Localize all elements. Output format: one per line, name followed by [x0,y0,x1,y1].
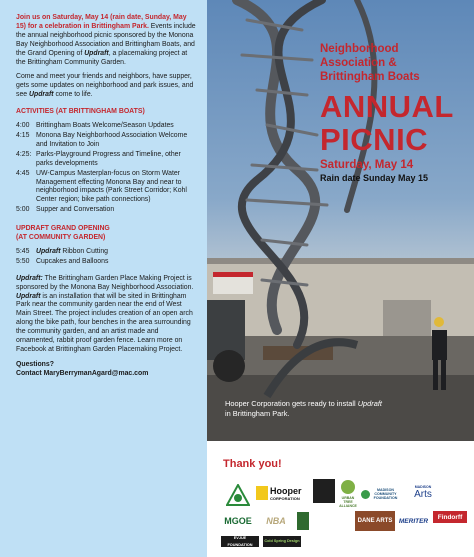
badge-logo [225,483,251,507]
hooper-name: Hooper [270,485,302,496]
activity-time: 4:45 [16,169,30,177]
activity-desc: Parks-Playground Progress and Timeline, other parks developments [36,150,181,167]
title-annual: ANNUAL [320,89,454,124]
cold-spring-logo: Cold Spring Design [263,536,301,547]
org-line: Neighborhood [320,43,399,55]
activity-desc: Monona Bay Neighborhood Association Welcome and Invitation to Join [36,131,188,148]
caption-updraft: Updraft [357,399,382,408]
meriter-logo: MERITER [398,517,429,525]
updraft-name: Updraft [16,292,41,300]
updraft-desc: Cupcakes and Balloons [36,257,109,265]
madison-arts-logo [403,481,443,503]
invite-paragraph [16,73,197,100]
small-text-logo [311,512,337,530]
caption-text-end: in Brittingham Park. [225,408,290,418]
questions-label: Questions? [16,360,54,368]
script-logo: NBA [266,515,286,526]
invite-text: Come and meet your friends and neighbors, have supper, gets some updates on neighborhood and park issues, and see [16,73,194,99]
intro-text: Events include the annual neighborhood picnic sponsored by the Monona Bay Neighborhood Association and Brittingham Boats, and the Grand Opening of [16,22,196,57]
intro-text-end: , a placemaking project at the Brittingham Community Garden. [16,49,188,66]
updraft-row [16,248,197,257]
updraft-heading [16,225,197,243]
updraft-time: 5:50 [16,257,30,265]
annual-picnic-title [320,90,454,156]
rain-date: Rain date Sunday May 15 [320,173,429,183]
activity-time: 5:00 [16,206,30,214]
hooper-mark-icon [256,486,268,500]
activity-time: 4:00 [16,122,30,130]
updraft-label: Updraft: [16,274,43,282]
updraft-desc-text: Ribbon Cutting [60,247,108,255]
updraft-row [16,258,197,267]
madison-arts-name: Arts [414,488,432,500]
sponsors-area [207,441,474,557]
sculpture-photo [207,0,474,441]
updraft-description [16,275,197,355]
info-column [0,0,207,557]
madison-community-logo [361,481,399,507]
evjue-logo: EVJUE FOUNDATION [221,536,259,547]
org-name [320,42,454,84]
activity-time: 4:15 [16,131,30,139]
updraft-name: Updraft [84,49,109,57]
updraft-heading-line2: (AT COMMUNITY GARDEN) [16,234,106,242]
hooper-text [270,486,302,501]
org-line: Brittingham Boats [320,71,420,83]
org-line: Association & [320,57,397,69]
updraft-time: 5:45 [16,247,30,255]
updraft-name: Updraft [36,247,61,255]
caption-text: Hooper Corporation gets ready to install [225,399,358,408]
contact-email[interactable]: Contact MaryBerrymanAgard@mac.com [16,369,149,377]
updraft-desc [36,248,197,257]
activity-row [16,206,197,215]
intro-paragraph [16,14,197,67]
activities-list [16,122,197,215]
event-headline [320,42,454,184]
invite-text-end: come to life. [53,91,93,99]
tree-icon [341,480,355,494]
madison-community-text: MADISON COMMUNITY FOUNDATION [373,487,398,501]
activity-row [16,170,197,206]
activity-row [16,151,197,169]
dane-arts-logo: DANE ARTS [355,511,395,531]
mgoe-logo: MGOE [224,515,252,526]
foundation-icon [361,490,370,499]
updraft-name: Updraft [29,91,54,99]
hooper-logo [256,483,310,503]
green-logo [297,512,309,530]
hooper-sub: CORPORATION [270,495,300,501]
photo-caption [225,399,385,418]
urban-tree-logo [338,479,358,509]
findorff-logo: Findorff [433,511,467,523]
title-picnic: PICNIC [320,122,429,157]
event-date: Saturday, May 14 [320,159,414,171]
activity-row [16,122,197,131]
activities-heading: ACTIVITIES (AT BRITTINGHAM BOATS) [16,108,145,116]
activity-desc: UW-Campus Masterplan-focus on Storm Water Management effecting Monona Bay and near to neighborhood impacts (Park Street Corridor; Kohl Center region; bike path connections) [36,169,187,204]
activity-desc: Supper and Conversation [36,206,115,214]
updraft-heading-line1: UPDRAFT GRAND OPENING [16,225,110,233]
updraft-schedule [16,248,197,267]
thank-you-heading: Thank you! [223,458,282,470]
contact-block [16,361,197,379]
updraft-desc-text-end: is an installation that will be sited in Brittingham Park near the community garden near the end of West Main Street. The project includes creation of an open arch along the bike path, four benches in the area surrounding the community garden, and an artist made and ornamented, rabbit proof garden fence. Learn more on Facebook at Brittingham Garden Placemaking Project. [16,292,193,353]
madison-arts-top: MADISON [414,484,432,489]
updraft-desc-text: The Brittingham Garden Place Making Project is sponsored by the Monona Bay Neighborhood Association. [16,274,194,291]
activity-desc: Brittingham Boats Welcome/Season Updates [36,122,174,130]
dark-logo [313,479,335,503]
activity-row [16,132,197,150]
urban-tree-text: URBAN TREE ALLIANCE [339,496,357,508]
activity-time: 4:25: [16,150,32,158]
intro-announcement: Join us on Saturday, May 14 (rain date, Sunday, May 15) for a celebration in Brittingham Park. [16,14,187,30]
